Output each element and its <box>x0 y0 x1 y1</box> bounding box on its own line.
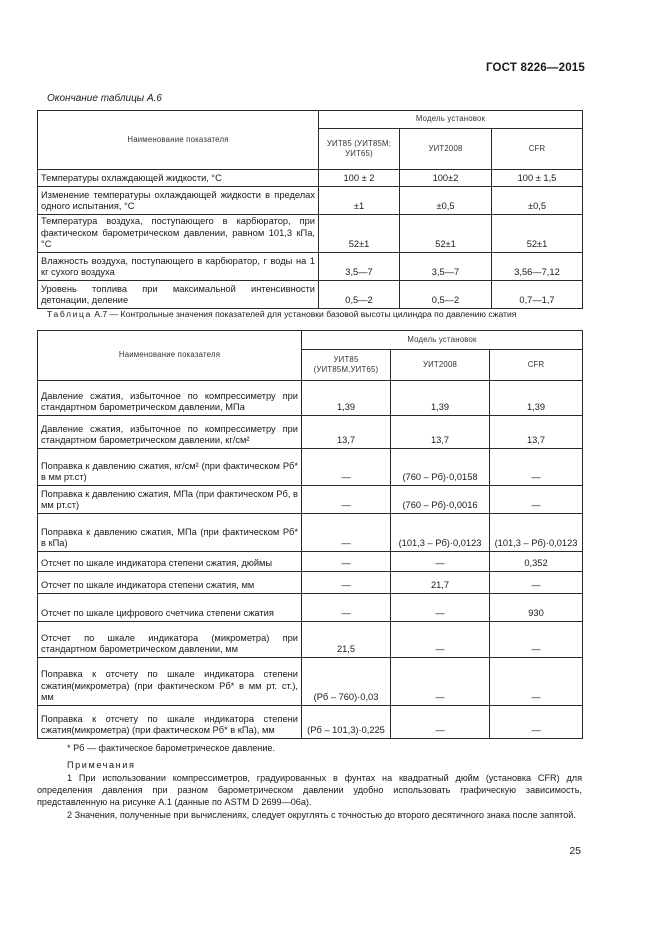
cell-value: 3,5—7 <box>400 252 492 280</box>
standard-header: ГОСТ 8226—2015 <box>485 62 585 74</box>
cell-value: 21,5 <box>302 622 391 658</box>
column-header-model-group: Модель установок <box>302 331 583 350</box>
cell-value: ±0,5 <box>492 187 583 215</box>
row-name: Изменение температуры охлаждающей жидкости в пределах одного испытания, °C <box>38 187 319 215</box>
cell-value: — <box>490 572 583 594</box>
note-1: 1 При использовании компрессиметров, градуированных в фунтах на квадратный дюйм (установка CFR) для определения давления при разном барометрическом давлении удобно использовать графическую зависимость, представленную на рисунке А.1 (данные по ASTM D 2699—06a). <box>37 773 582 807</box>
column-header-model-group: Модель установок <box>319 111 583 129</box>
cell-value: 0,352 <box>490 552 583 572</box>
cell-value: — <box>391 706 490 739</box>
cell-value: — <box>391 658 490 706</box>
cell-value: 1,39 <box>302 381 391 416</box>
table-a7 <box>37 330 583 739</box>
page-number: 25 <box>569 845 581 857</box>
row-name: Отсчет по шкале индикатора степени сжатия, дюймы <box>38 552 302 572</box>
row-name: Давление сжатия, избыточное по компрессиметру при стандартном барометрическом давлении, кг/см² <box>38 416 302 449</box>
cell-value: — <box>302 552 391 572</box>
cell-value: 3,5—7 <box>319 252 400 280</box>
column-header-parameter: Наименование показателя <box>38 331 302 381</box>
cell-value: (101,3 – Pб)·0,0123 <box>490 514 583 552</box>
row-name: Поправка к давлению сжатия, МПа (при фактическом Pб* в кПа) <box>38 514 302 552</box>
cell-value: (760 – Pб)·0,0016 <box>391 486 490 514</box>
table-row <box>38 449 583 486</box>
table-row <box>38 658 583 706</box>
cell-value: 0,5—2 <box>400 280 492 308</box>
table-row <box>38 381 583 416</box>
cell-value: 100±2 <box>400 170 492 187</box>
cell-value: 0,5—2 <box>319 280 400 308</box>
cell-value: — <box>391 594 490 622</box>
cell-value: 3,56—7,12 <box>492 252 583 280</box>
row-name: Отсчет по шкале индикатора степени сжатия, мм <box>38 572 302 594</box>
row-name: Поправка к давлению сжатия, МПа (при фактическом Pб, в мм рт.ст) <box>38 486 302 514</box>
cell-value: — <box>490 706 583 739</box>
cell-value: ±1 <box>319 187 400 215</box>
cell-value: 13,7 <box>302 416 391 449</box>
column-header-model: CFR <box>490 350 583 381</box>
cell-value: — <box>391 552 490 572</box>
cell-value: 1,39 <box>490 381 583 416</box>
cell-value: (101,3 – Pб)·0,0123 <box>391 514 490 552</box>
table-row <box>38 514 583 552</box>
note-2: 2 Значения, полученные при вычислениях, следует округлять с точностью до второго десятичного знака после запятой. <box>67 810 576 820</box>
table-row <box>38 572 583 594</box>
row-name: Отсчет по шкале индикатора (микрометра) при стандартном барометрическом давлении, мм <box>38 622 302 658</box>
table-row <box>38 252 583 280</box>
cell-value: 52±1 <box>400 215 492 253</box>
cell-value: 100 ± 2 <box>319 170 400 187</box>
cell-value: — <box>302 594 391 622</box>
column-header-parameter: Наименование показателя <box>38 111 319 170</box>
table-footnote: * Pб — фактическое барометрическое давление. <box>67 743 275 753</box>
cell-value: 930 <box>490 594 583 622</box>
cell-value: — <box>302 486 391 514</box>
table-continuation-label: Окончание таблицы А.6 <box>47 93 162 104</box>
cell-value: ±0,5 <box>400 187 492 215</box>
column-header-model: УИТ85 (УИТ85М; УИТ65) <box>319 129 400 170</box>
table-row <box>38 706 583 739</box>
cell-value: 1,39 <box>391 381 490 416</box>
column-header-model: УИТ85 (УИТ85М,УИТ65) <box>302 350 391 381</box>
row-name: Поправка к давлению сжатия, кг/см² (при фактическом Pб* в мм рт.ст) <box>38 449 302 486</box>
table-row <box>38 170 583 187</box>
table-a6 <box>37 110 583 309</box>
table-row <box>38 187 583 215</box>
cell-value: — <box>302 449 391 486</box>
column-header-model: УИТ2008 <box>391 350 490 381</box>
cell-value: — <box>490 658 583 706</box>
cell-value: — <box>490 449 583 486</box>
column-header-model: CFR <box>492 129 583 170</box>
cell-value: 52±1 <box>319 215 400 253</box>
cell-value: 21,7 <box>391 572 490 594</box>
table-row <box>38 552 583 572</box>
cell-value: (Pб – 760)·0,03 <box>302 658 391 706</box>
cell-value: 13,7 <box>490 416 583 449</box>
table-row <box>38 215 583 253</box>
cell-value: 100 ± 1,5 <box>492 170 583 187</box>
row-name: Поправка к отсчету по шкале индикатора степени сжатия(микрометра) (при фактическом Pб* в мм рт. ст.), мм <box>38 658 302 706</box>
cell-value: 0,7—1,7 <box>492 280 583 308</box>
table-row <box>38 280 583 308</box>
cell-value: — <box>302 572 391 594</box>
row-name: Отсчет по шкале цифрового счетчика степени сжатия <box>38 594 302 622</box>
cell-value: 13,7 <box>391 416 490 449</box>
notes-title: Примечания <box>67 760 136 770</box>
cell-value: 52±1 <box>492 215 583 253</box>
table-row <box>38 416 583 449</box>
cell-value: (760 – Pб)·0,0158 <box>391 449 490 486</box>
row-name: Влажность воздуха, поступающего в карбюратор, г воды на 1 кг сухого воздуха <box>38 252 319 280</box>
table-row <box>38 486 583 514</box>
cell-value: — <box>490 622 583 658</box>
row-name: Давление сжатия, избыточное по компрессиметру при стандартном барометрическом давлении, МПа <box>38 381 302 416</box>
row-name: Поправка к отсчету по шкале индикатора степени сжатия(микрометра) (при фактическом Pб* в кПа), мм <box>38 706 302 739</box>
cell-value: (Pб – 101,3)·0,225 <box>302 706 391 739</box>
table-a7-caption <box>47 309 592 319</box>
table-row <box>38 622 583 658</box>
row-name: Температуры охлаждающей жидкости, °C <box>38 170 319 187</box>
column-header-model: УИТ2008 <box>400 129 492 170</box>
row-name: Уровень топлива при максимальной интенсивности детонации, деление <box>38 280 319 308</box>
table-row <box>38 594 583 622</box>
row-name: Температура воздуха, поступающего в карбюратор, при фактическом барометрическом давлении, равном 101,3 кПа, °C <box>38 215 319 253</box>
caption-prefix: Таблица <box>47 309 92 319</box>
cell-value: — <box>302 514 391 552</box>
cell-value: — <box>391 622 490 658</box>
caption-text: А.7 — Контрольные значения показателей для установки базовой высоты цилиндра по давлению сжатия <box>91 309 517 319</box>
cell-value: — <box>490 486 583 514</box>
